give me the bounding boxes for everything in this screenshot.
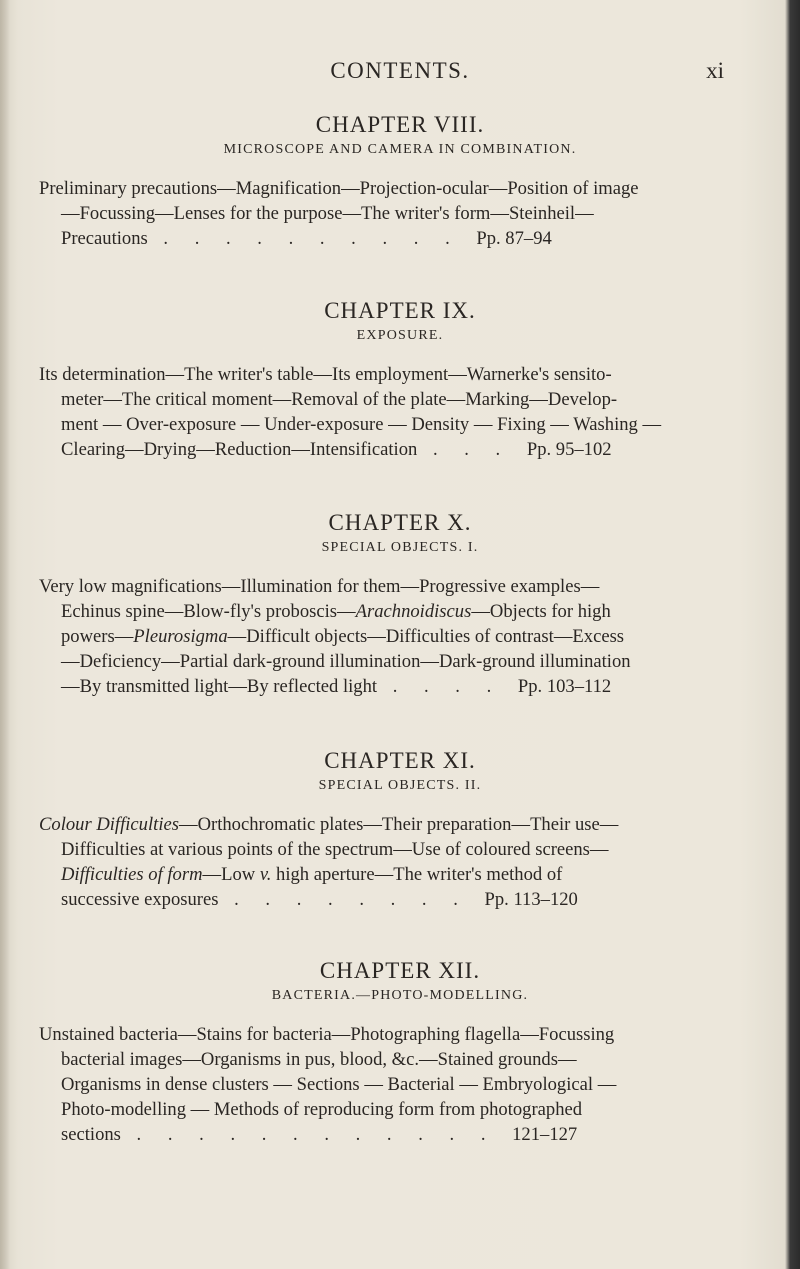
dot-leader: . . . . . . . . bbox=[218, 889, 485, 910]
summary-text: successive exposures bbox=[61, 889, 219, 910]
chapter-subtitle: EXPOSURE. bbox=[356, 328, 444, 343]
dot-leader: . . . bbox=[417, 439, 527, 460]
summary-line: Echinus spine—Blow-fly's proboscis—Arachnoidiscus—Objects for high bbox=[61, 601, 611, 622]
page-range: Pp. 95–102 bbox=[526, 439, 612, 460]
page-edge bbox=[0, 0, 10, 1269]
summary-line: —Focussing—Lenses for the purpose—The writer's form—Steinheil— bbox=[61, 203, 594, 224]
summary-line-with-pages bbox=[40, 226, 760, 251]
summary-line: Colour Difficulties—Orthochromatic plates—Their preparation—Their use— bbox=[39, 814, 619, 835]
italic-heading: Colour Difficulties bbox=[39, 814, 179, 835]
dot-leader: . . . . bbox=[377, 676, 518, 697]
chapter-summary bbox=[40, 176, 760, 251]
chapter-title: CHAPTER XII. bbox=[319, 958, 481, 983]
summary-line: powers—Pleurosigma—Difficult objects—Difficulties of contrast—Excess bbox=[61, 626, 625, 647]
chapter-summary bbox=[40, 574, 760, 699]
taxon-name: Pleurosigma bbox=[133, 626, 228, 647]
summary-line-with-pages bbox=[40, 674, 760, 699]
summary-line-with-pages bbox=[40, 1122, 760, 1147]
summary-line-with-pages bbox=[40, 437, 760, 462]
page-range: Pp. 87–94 bbox=[476, 228, 552, 249]
chapter-title: CHAPTER IX. bbox=[324, 298, 476, 323]
summary-line: Difficulties of form—Low v. high aperture—The writer's method of bbox=[61, 864, 563, 885]
chapter-summary bbox=[40, 1022, 760, 1147]
chapter-12 bbox=[40, 958, 760, 1147]
chapter-10 bbox=[40, 510, 760, 699]
summary-line: ment — Over-exposure — Under-exposure — Density — Fixing — Washing — bbox=[61, 414, 662, 435]
page-range: Pp. 103–112 bbox=[517, 676, 612, 697]
chapter-8 bbox=[40, 112, 760, 251]
chapter-subtitle: MICROSCOPE AND CAMERA IN COMBINATION. bbox=[223, 142, 577, 157]
summary-line: bacterial images—Organisms in pus, blood, &c.—Stained grounds— bbox=[61, 1049, 577, 1070]
italic-heading: Difficulties of form bbox=[61, 864, 203, 885]
page-range: 121–127 bbox=[512, 1124, 578, 1145]
chapter-title: CHAPTER X. bbox=[328, 510, 472, 535]
chapter-subtitle: SPECIAL OBJECTS. II. bbox=[318, 778, 482, 793]
summary-line: Organisms in dense clusters — Sections — Bacterial — Embryological — bbox=[61, 1074, 617, 1095]
dot-leader: . . . . . . . . . . . . bbox=[120, 1124, 513, 1145]
summary-line: meter—The critical moment—Removal of the plate—Marking—Develop- bbox=[61, 389, 618, 410]
summary-line: Unstained bacteria—Stains for bacteria—Photographing flagella—Focussing bbox=[39, 1024, 615, 1045]
dot-leader: . . . . . . . . . . bbox=[147, 228, 477, 249]
chapter-11 bbox=[40, 748, 760, 912]
summary-line: Its determination—The writer's table—Its employment—Warnerke's sensito- bbox=[39, 364, 612, 385]
chapter-summary bbox=[40, 812, 760, 912]
running-title: CONTENTS. bbox=[330, 58, 470, 83]
chapter-9 bbox=[40, 298, 760, 462]
summary-line: Difficulties at various points of the spectrum—Use of coloured screens— bbox=[61, 839, 609, 860]
summary-line: —Deficiency—Partial dark-ground illumination—Dark-ground illumination bbox=[61, 651, 631, 672]
summary-text: Clearing—Drying—Reduction—Intensification bbox=[61, 439, 418, 460]
page-number: xi bbox=[706, 58, 724, 83]
summary-text: Precautions bbox=[61, 228, 148, 249]
taxon-name: Arachnoidiscus bbox=[355, 601, 472, 622]
summary-text: sections bbox=[61, 1124, 121, 1145]
summary-line-with-pages bbox=[40, 887, 760, 912]
chapter-title: CHAPTER VIII. bbox=[315, 112, 485, 137]
page-range: Pp. 113–120 bbox=[484, 889, 578, 910]
summary-line: Preliminary precautions—Magnification—Projection-ocular—Position of image bbox=[39, 178, 639, 199]
chapter-subtitle: BACTERIA.—PHOTO-MODELLING. bbox=[271, 988, 529, 1003]
summary-text: —By transmitted light—By reflected light bbox=[61, 676, 378, 697]
summary-line: Photo-modelling — Methods of reproducing form from photographed bbox=[61, 1099, 583, 1120]
chapter-title: CHAPTER XI. bbox=[324, 748, 476, 773]
page-header bbox=[0, 58, 800, 88]
chapter-summary bbox=[40, 362, 760, 462]
summary-line: Very low magnifications—Illumination for them—Progressive examples— bbox=[39, 576, 600, 597]
chapter-subtitle: SPECIAL OBJECTS. I. bbox=[321, 540, 479, 555]
